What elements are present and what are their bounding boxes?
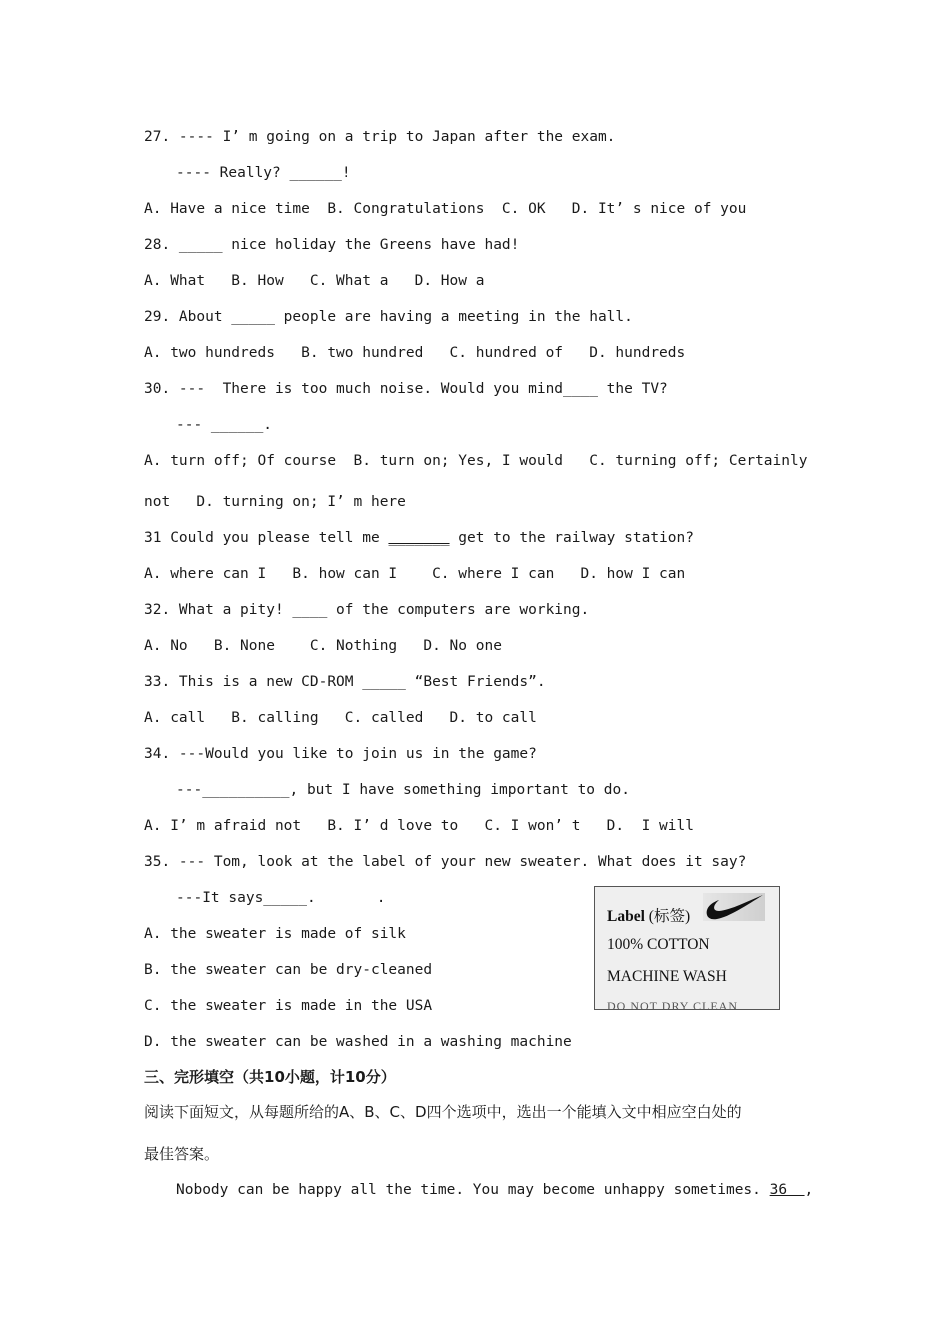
section3-instruction-1: 阅读下面短文，从每题所给的A、B、C、D四个选项中，选出一个能填入文中相应空白处的 (144, 1103, 742, 1121)
label-line-3: DO NOT DRY CLEAN (607, 999, 739, 1013)
passage-line (176, 1181, 813, 1199)
q34-reply: ---__________, but I have something important to do. (176, 782, 630, 798)
q35-reply: ---It says_____. . (176, 890, 386, 906)
q35-option-d: D. the sweater can be washed in a washing machine (144, 1034, 572, 1050)
section3-instruction-2: 最佳答案。 (144, 1145, 220, 1163)
label-title-cn: (标签) (644, 908, 691, 925)
q32-options: A. No B. None C. Nothing D. No one (144, 638, 502, 654)
q35-stem: 35. --- Tom, look at the label of your new sweater. What does it say? (144, 854, 747, 870)
q31-stem-a: 31 Could you please tell me (144, 530, 389, 546)
q33-stem: 33. This is a new CD-ROM _____ “Best Friends”. (144, 674, 546, 690)
q31-stem-b: get to the railway station? (449, 530, 694, 546)
section3-heading: 三、完形填空（共10小题，计10分） (144, 1068, 396, 1086)
label-title (607, 904, 690, 926)
q33-options: A. call B. calling C. called D. to call (144, 710, 537, 726)
q31-stem (144, 529, 694, 547)
passage-text-b: , (804, 1182, 814, 1198)
q34-options: A. I’ m afraid not B. I’ d love to C. I won’ t D. I will (144, 818, 694, 834)
q27-stem: 27. ---- I’ m going on a trip to Japan after the exam. (144, 129, 616, 145)
q35-option-a: A. the sweater is made of silk (144, 926, 406, 942)
q28-options: A. What B. How C. What a D. How a (144, 273, 485, 289)
q31-options: A. where can I B. how can I C. where I can D. how I can (144, 566, 686, 582)
blank-36: 36 (769, 1182, 805, 1198)
label-line-2: MACHINE WASH (607, 968, 727, 985)
q30-stem: 30. --- There is too much noise. Would you mind____ the TV? (144, 381, 668, 397)
label-line-1: 100% COTTON (607, 936, 710, 953)
q30-reply: --- ______. (176, 417, 273, 433)
q35-option-c: C. the sweater is made in the USA (144, 998, 433, 1014)
q28-stem: 28. _____ nice holiday the Greens have had! (144, 237, 520, 253)
q27-reply: ---- Really? ______! (176, 165, 351, 181)
q29-stem: 29. About _____ people are having a meeting in the hall. (144, 309, 633, 325)
q30-options-cont: not D. turning on; I’ m here (144, 494, 406, 510)
q34-stem: 34. ---Would you like to join us in the game? (144, 746, 537, 762)
label-title-bold: Label (607, 908, 645, 925)
swoosh-logo-icon (703, 893, 765, 921)
q29-options: A. two hundreds B. two hundred C. hundred of D. hundreds (144, 345, 686, 361)
q35-option-b: B. the sweater can be dry-cleaned (144, 962, 433, 978)
passage-text-a: Nobody can be happy all the time. You may become unhappy sometimes. (176, 1182, 770, 1198)
q31-blank: _______ (388, 530, 450, 546)
q27-options: A. Have a nice time B. Congratulations C. OK D. It’ s nice of you (144, 201, 747, 217)
q30-options: A. turn off; Of course B. turn on; Yes, I would C. turning off; Certainly (144, 453, 808, 469)
q32-stem: 32. What a pity! ____ of the computers are working. (144, 602, 590, 618)
clothing-label-card (594, 886, 780, 1013)
